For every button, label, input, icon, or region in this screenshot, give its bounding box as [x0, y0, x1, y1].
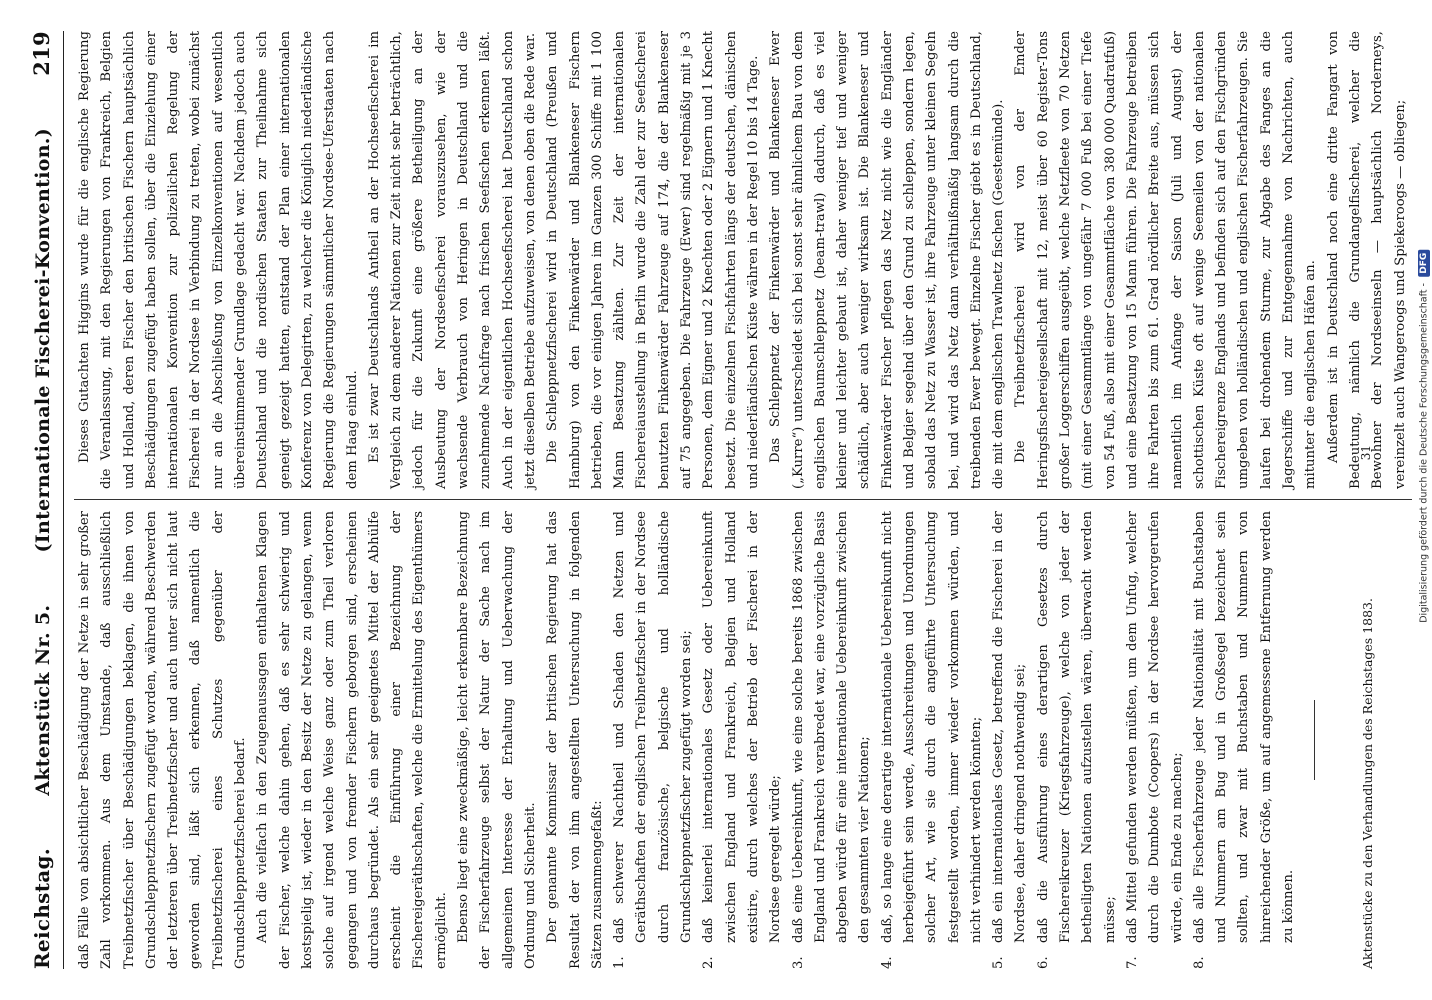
text-columns — [74, 31, 1412, 969]
footer-page-number: 31 — [1359, 445, 1373, 461]
list-item: 6. daß die Ausführung eines derartigen Gesetzes durch Fischereikreuzer (Kriegsfahrzeuge), welche von jeder der betheiligten Nationen aufzustellen wären, überwacht werden müsse; — [1035, 511, 1118, 969]
list-item: 2. daß keinerlei internationales Gesetz oder Uebereinkunft zwischen England und Frankreich, Belgien und Holland existire, durch welches der Betrieb der Fischerei in der Nordsee geregelt würde; — [701, 511, 784, 969]
document-topic: (Internationale Fischerei-Konvention.) — [32, 127, 54, 553]
paragraph: Dieses Gutachten Higgins wurde für die englische Regierung die Veranlassung, mit den Regierungen von Frankreich, Belgien und Holland, deren Fischer den britischen Fischern hauptsächlich Beschädigungen zugefügt haben sollen, über die Einziehung einer internationalen Konvention zur polizeilichen Regelung der Fischerei in der Nordsee in Verbindung zu treten, wobei zunächst nur an die Abschließung von Einzelkonventionen auf wesentlich übereinstimmender Grundlage gedacht war. Nachdem jedoch auch Deutschland und die nordischen Staaten zur Theilnahme sich geneigt gezeigt hatten, entstand der Plan einer internationalen Konferenz von Delegirten, zu welcher die Königlich niederländische Regierung die Regierungen sämmtlicher Nordsee-Uferstaaten nach dem Haag einlud. — [77, 31, 360, 489]
digitization-text: Digitalisierung gefördert durch die Deutsche Forschungsgemeinschaft - — [1418, 283, 1430, 623]
right-column — [74, 31, 1412, 489]
column-divider — [74, 499, 1412, 500]
list-item: 1. daß schwerer Nachtheil und Schaden den Netzen und Geräthschaften der englischen Treibnetzfischer in der Nordsee durch französische, belgische und holländische Grundschleppnetzfischer zugefügt worden sei; — [612, 511, 695, 969]
digitization-note — [1418, 250, 1430, 623]
paragraph: Der genannte Kommissar der britischen Regierung hat das Resultat der von ihm angestellten Untersuchung in folgenden Sätzen zusammengefaßt: — [545, 511, 605, 969]
findings-list — [609, 511, 1300, 969]
document-page — [11, 5, 1411, 995]
header-rule — [63, 31, 64, 969]
page-header — [29, 31, 61, 969]
paragraph: Es ist zwar Deutschlands Antheil an der Hochseefischerei im Vergleich zu dem anderer Nationen zur Zeit nicht sehr beträchtlich, jedoch für die Zukunft eine größere Betheiligung an der Ausbeutung der Nordseefischerei vorauszusehen, wie der wachsende Verbrauch von Heringen in Deutschland und die zunehmende Nachfrage nach frischen Seefischen erkennen läßt. Auch in der eigentlichen Hochseefischerei hat Deutschland schon jetzt dieselben Betriebe aufzuweisen, von denen oben die Rede war. — [366, 31, 538, 489]
page-number: 219 — [29, 31, 54, 76]
dfg-logo: DFG — [1418, 250, 1430, 277]
paragraph: Die Schleppnetzfischerei wird in Deutschland (Preußen und Hamburg) von den Finkenwärder und Blankeneser Fischern betrieben, die vor einigen Jahren im Ganzen 300 Schiffe mit 1 100 Mann Besatzung zählten. Zur Zeit der internationalen Fischereiausstellung in Berlin wurde die Zahl der zur Seefischerei benutzten Finkenwärder Fahrzeuge auf 174, die der Blankeneser auf 75 angegeben. Die Fahrzeuge (Ewer) sind regelmäßig mit je 3 Personen, dem Eigner und 2 Knechten oder 2 Eignern und 1 Knecht besetzt. Die einzelnen Fischfahrten längs der deutschen, dänischen und niederländischen Küste währen in der Regel 10 bis 14 Tage. — [545, 31, 761, 489]
list-item: 3. daß eine Uebereinkunft, wie eine solche bereits 1868 zwischen England und Frankreich verabredet war, eine vorzügliche Basis abgeben würde für eine internationale Uebereinkunft zwischen den gesammten vier Nationen; — [790, 511, 873, 969]
paragraph: Die Treibnetzfischerei wird von der Emder Heringsfischereigesellschaft mit 12, meist über 60 Register-Tons großer Loggerschiffen ausgeübt, welche Netzfleete von 70 Netzen (mit einer Gesammtlänge von ungefähr 7 000 Fuß bei einer Tiefe von 54 Fuß, also mit einer Gesammtfläche von 380 000 Quadratfuß) und eine Besatzung von 15 Mann führen. Die Fahrzeuge betreiben ihre Fahrten bis zum 61. Grad nördlicher Breite aus, müssen sich namentlich im Anfange der Saison (Juli und August) der schottischen Küste oft auf wenige Seemeilen von der nationalen Fischereigrenze Englands und befinden sich auf den Fischgründen umgeben von holländischen und englischen Fischerfahrzeugen. Sie laufen bei drohendem Sturme, zur Abgabe des Fanges an die Jagerschiffe und zur Entgegennahme von Nachrichten, auch mitunter die englischen Häfen an. — [1013, 31, 1319, 489]
list-item: 7. daß Mittel gefunden werden müßten, um dem Unfug, welcher durch die Dumbote (Coopers) in der Nordsee hervorgerufen würde, ein Ende zu machen; — [1124, 511, 1185, 969]
list-item: 8. daß alle Fischerfahrzeuge jeder Nationalität mit Buchstaben und Nummern am Bug und in Großsegel bezeichnet sein sollten, und zwar mit Buchstaben und Nummern von hinreichender Größe, um auf angemessene Entfernung werden zu können. — [1191, 511, 1297, 969]
paragraph: daß Fälle von absichtlicher Beschädigung der Netze in sehr großer Zahl vorkommen. Aus dem Umstande, daß ausschließlich Treibnetzfischer über Beschädigungen beklagen, die ihnen von Grundschleppnetzfischern zugefügt worden, während Beschwerden der letzteren über Treibnetzfischer und auch unter sich nicht laut geworden sind, läßt sich erkennen, daß namentlich die Treibnetzfischerei eines Schutzes gegenüber der Grundschleppnetzfischerei bedarf. — [77, 511, 249, 969]
paragraph: Ebenso liegt eine zweckmäßige, leicht erkennbare Bezeichnung der Fischerfahrzeuge selbst der Natur der Sache nach im allgemeinen Interesse der Erhaltung und Ueberwachung der Ordnung und Sicherheit. — [456, 511, 538, 969]
list-item: 4. daß, so lange eine derartige internationale Uebereinkunft nicht herbeigeführt sein werde, Ausschreitungen und Unordnungen solcher Art, wie sie durch die angeführte Untersuchung festgestellt worden, immer wieder vorkommen würden, und nicht verhindert werden könnten; — [879, 511, 984, 969]
paragraph: Das Schleppnetz der Finkenwärder und Blankeneser Ewer („Kurre“) unterscheidet sich bei sonst sehr ähnlichem Bau von dem englischen Baumschleppnetz (beam-trawl) dadurch, daß es viel kleiner und leichter gebaut ist, daher weniger tief und weniger schädlich, aber auch weniger wirksam ist. Die Blankeneser und Finkenwärder Fischer pflegen das Netz nicht wie die Engländer und Belgier segelnd über den Grund zu schleppen, sondern legen, sobald das Netz zu Wasser ist, ihre Fahrzeuge unter kleinen Segeln bei, und wird das Netz dann verhältnißmäßig langsam durch die treibenden Ewer bewegt. Einzelne Fischer giebt es in Deutschland, die mit dem englischen Trawlnetz fischen (Geestemünde). — [768, 31, 1007, 489]
left-column — [74, 511, 1412, 969]
section-rule — [1314, 700, 1315, 780]
paragraph: Außerdem ist in Deutschland noch eine dritte Fangart von Bedeutung, nämlich die Grundangelfischerei, welcher die Bewohner der Nordseeinseln — hauptsächlich Norderneys, vereinzelt auch Wangeroogs und Spiekeroogs — obliegen; — [1325, 31, 1408, 489]
footer-source: Aktenstücke zu den Verhandlungen des Reichstages 1883. — [1360, 598, 1375, 969]
document-number: Aktenstück Nr. 5. — [32, 604, 54, 796]
paragraph: Auch die vielfach in den Zeugenaussagen enthaltenen Klagen der Fischer, welche dahin gehen, daß es sehr schwierig und kostspielig ist, wieder in den Besitz der Netze zu gelangen, wenn solche auf irgend welche Weise ganz oder zum Theil verloren gegangen und von fremder Fischern geborgen sind, erscheinen durchaus begründet. Als ein sehr geeignetes Mittel der Abhülfe erscheint die Einführung einer Bezeichnung der Fischereigeräthschaften, welche die Ermittelung des Eigenthümers ermöglicht. — [255, 511, 449, 969]
parliament-title: Reichstag. — [30, 847, 54, 969]
list-item: 5. daß ein internationales Gesetz, betreffend die Fischerei in der Nordsee, daher dringend nothwendig sei; — [991, 511, 1029, 969]
